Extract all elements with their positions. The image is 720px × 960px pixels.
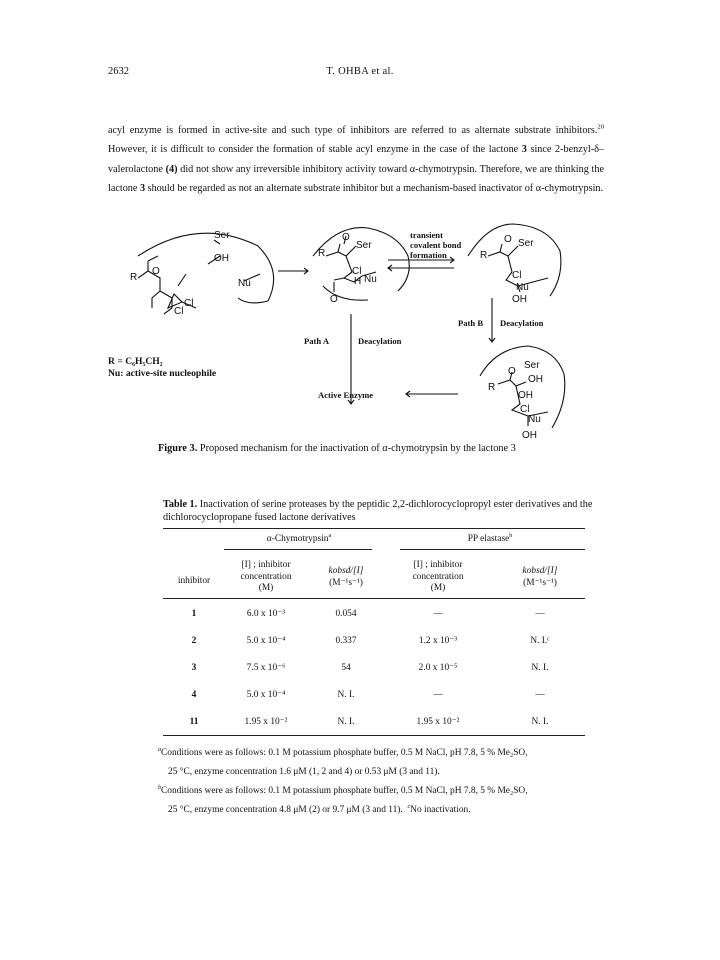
table-cell-el-conc: 2.0 x 10⁻⁵ [418, 663, 458, 673]
table-cell-ct-conc: 5.0 x 10⁻⁴ [246, 690, 286, 700]
footnote-a: $^a$Conditions were as follows: 0.1 M potassium phosphate buffer, 0.5 M NaCl, pH 7.8, 5 % Me₂SO, [158, 746, 528, 758]
table-cell-ct-conc: 1.95 x 10⁻² [244, 717, 288, 727]
atom-ser-2: Ser [356, 240, 372, 251]
atom-r-4: R [488, 382, 496, 393]
legend-r: R = C₆H₅CH₂ [108, 356, 163, 367]
atom-oh-4a: OH [528, 374, 543, 385]
atom-o-2b: O [330, 294, 338, 305]
table-cell-ct-conc: 5.0 x 10⁻⁴ [246, 636, 286, 646]
group-rule-2 [400, 549, 585, 550]
atom-oh-4c: OH [522, 430, 537, 441]
legend-nu: Nu: active-site nucleophile [108, 368, 217, 379]
atom-oh-1: OH [214, 253, 229, 264]
table-cell-el-k: N. I. [531, 663, 549, 673]
atom-ser-1: Ser [214, 230, 230, 241]
atom-cl-1a: Cl [184, 298, 194, 309]
atom-cl-3: Cl [512, 270, 522, 281]
atom-o-3: O [504, 234, 512, 245]
active-enzyme-label: Active Enzyme [318, 390, 374, 400]
col-header-el-k: kobsd/[I] (M⁻¹s⁻¹) [522, 566, 558, 588]
figure-caption: Figure 3. Proposed mechanism for the inactivation of α-chymotrypsin by the lactone 3 [158, 443, 516, 454]
table-cell-inhibitor: 11 [189, 717, 199, 727]
table-cell-inhibitor: 2 [191, 636, 197, 646]
atom-oh-4b: OH [518, 390, 533, 401]
atom-r-1: R [130, 272, 138, 283]
table-cell-ct-k: 0.054 [335, 609, 357, 619]
atom-nu-2: Nu [364, 274, 377, 285]
running-header: T. OHBA et al. [326, 66, 394, 77]
table-header-rule [163, 598, 585, 599]
atom-nu-1: Nu [238, 278, 251, 289]
col-header-inhibitor: inhibitor [177, 576, 211, 586]
table-cell-ct-k: 54 [341, 663, 351, 673]
atom-ser-4: Ser [524, 360, 540, 371]
table-cell-el-k: — [535, 609, 545, 619]
table-cell-ct-conc: 6.0 x 10⁻³ [246, 609, 286, 619]
path-b-label: Path B [458, 318, 484, 328]
table-cell-el-conc: 1.95 x 10⁻² [416, 717, 460, 727]
table-bottom-rule [163, 735, 585, 736]
atom-oh-3: OH [512, 294, 527, 305]
table-footnotes: $^a$Conditions were as follows: 0.1 M potassium phosphate buffer, 0.5 M NaCl, pH 7.8, 5 % Me₂SO, 25 °C, enzyme concentration 1.6 μM (1, 2 and 4) or 0.53 μM (3 and 11). $^b$Conditions were as follows: 0.1 M potassium phosphate buffer, 0.5 M NaCl, pH 7.8, 5 % Me₂SO, 25 °C, enzyme concentration 4.8 μM (2) or 9.7 μM (3 and 11). $^c$No inactivation. [158, 744, 598, 820]
group-header-chymotrypsin: α-Chymotrypsin$^a$ [266, 532, 332, 544]
atom-nu-3: Nu [516, 282, 529, 293]
col-header-ct-k: kobsd/[I] (M⁻¹s⁻¹) [328, 566, 364, 588]
body-paragraph: acyl enzyme is formed in active-site and such type of inhibitors are referred to as alternate substrate inhibitors.$^{20}$ However, it is difficult to consider the formation of stable acyl enzyme in the case of the lactone 3 since 2-benzyl-δ–valerolactone (4) did not show any irreversible inhibitory activity toward α-chymotrypsin. Therefore, we are thinking the lactone 3 should be regarded as not an alternate substrate inhibitor but a mechanism-based inactivator of α-chymotrypsin. [108, 123, 604, 195]
page-number: 2632 [108, 66, 129, 77]
footnote-c: No inactivation. [410, 805, 471, 815]
atom-nu-4: Nu [528, 414, 541, 425]
table-cell-ct-k: N. I. [337, 690, 355, 700]
table-cell-ct-conc: 7.5 x 10⁻⁶ [246, 663, 286, 673]
group-header-elastase: PP elastase$^b$ [467, 532, 513, 544]
table-cell-el-conc: 1.2 x 10⁻³ [418, 636, 458, 646]
path-a-label: Path A [304, 336, 330, 346]
atom-cl-4: Cl [520, 404, 530, 415]
atom-cl-1b: Cl [174, 306, 184, 317]
table-cell-ct-k: 0.337 [335, 636, 357, 646]
col-header-ct-conc: [I] ; inhibitor concentration (M) [240, 560, 292, 593]
deacylation-b-label: Deacylation [500, 318, 544, 328]
arrow-label-line2: covalent bond [410, 240, 462, 250]
atom-o-2: O [342, 232, 350, 243]
arrow-label-line3: formation [410, 250, 447, 260]
table-top-rule [163, 528, 585, 529]
table-cell-el-k: N. I. [531, 717, 549, 727]
atom-o-4: O [508, 366, 516, 377]
table-caption: Table 1. Inactivation of serine proteases by the peptidic 2,2-dichlorocyclopropyl ester derivatives and the dichlorocyclopropane fused lactone derivatives [163, 499, 593, 523]
table-cell-inhibitor: 3 [191, 663, 197, 673]
col-header-el-conc: [I] ; inhibitor concentration (M) [412, 560, 464, 593]
atom-cl-2: Cl [352, 266, 362, 277]
deacylation-a-label: Deacylation [358, 336, 402, 346]
table-cell-el-k: — [535, 690, 545, 700]
footnote-b: $^b$Conditions were as follows: 0.1 M potassium phosphate buffer, 0.5 M NaCl, pH 7.8, 5 % Me₂SO, [158, 784, 528, 796]
table-cell-el-conc: — [433, 690, 443, 700]
table-cell-inhibitor: 4 [191, 690, 197, 700]
atom-h-2: H [354, 276, 362, 287]
atom-r-3: R [480, 250, 488, 261]
table-cell-el-conc: — [433, 609, 443, 619]
atom-ser-3: Ser [518, 238, 534, 249]
table-cell-ct-k: N. I. [337, 717, 355, 727]
table-cell-el-k: N. I.ᶜ [530, 636, 550, 646]
arrow-label-line1: transient [410, 230, 443, 240]
table-cell-inhibitor: 1 [191, 609, 197, 619]
atom-r-2: R [318, 248, 326, 259]
atom-o-1: O [152, 266, 160, 277]
mechanism-scheme [108, 216, 608, 456]
group-rule-1 [224, 549, 372, 550]
